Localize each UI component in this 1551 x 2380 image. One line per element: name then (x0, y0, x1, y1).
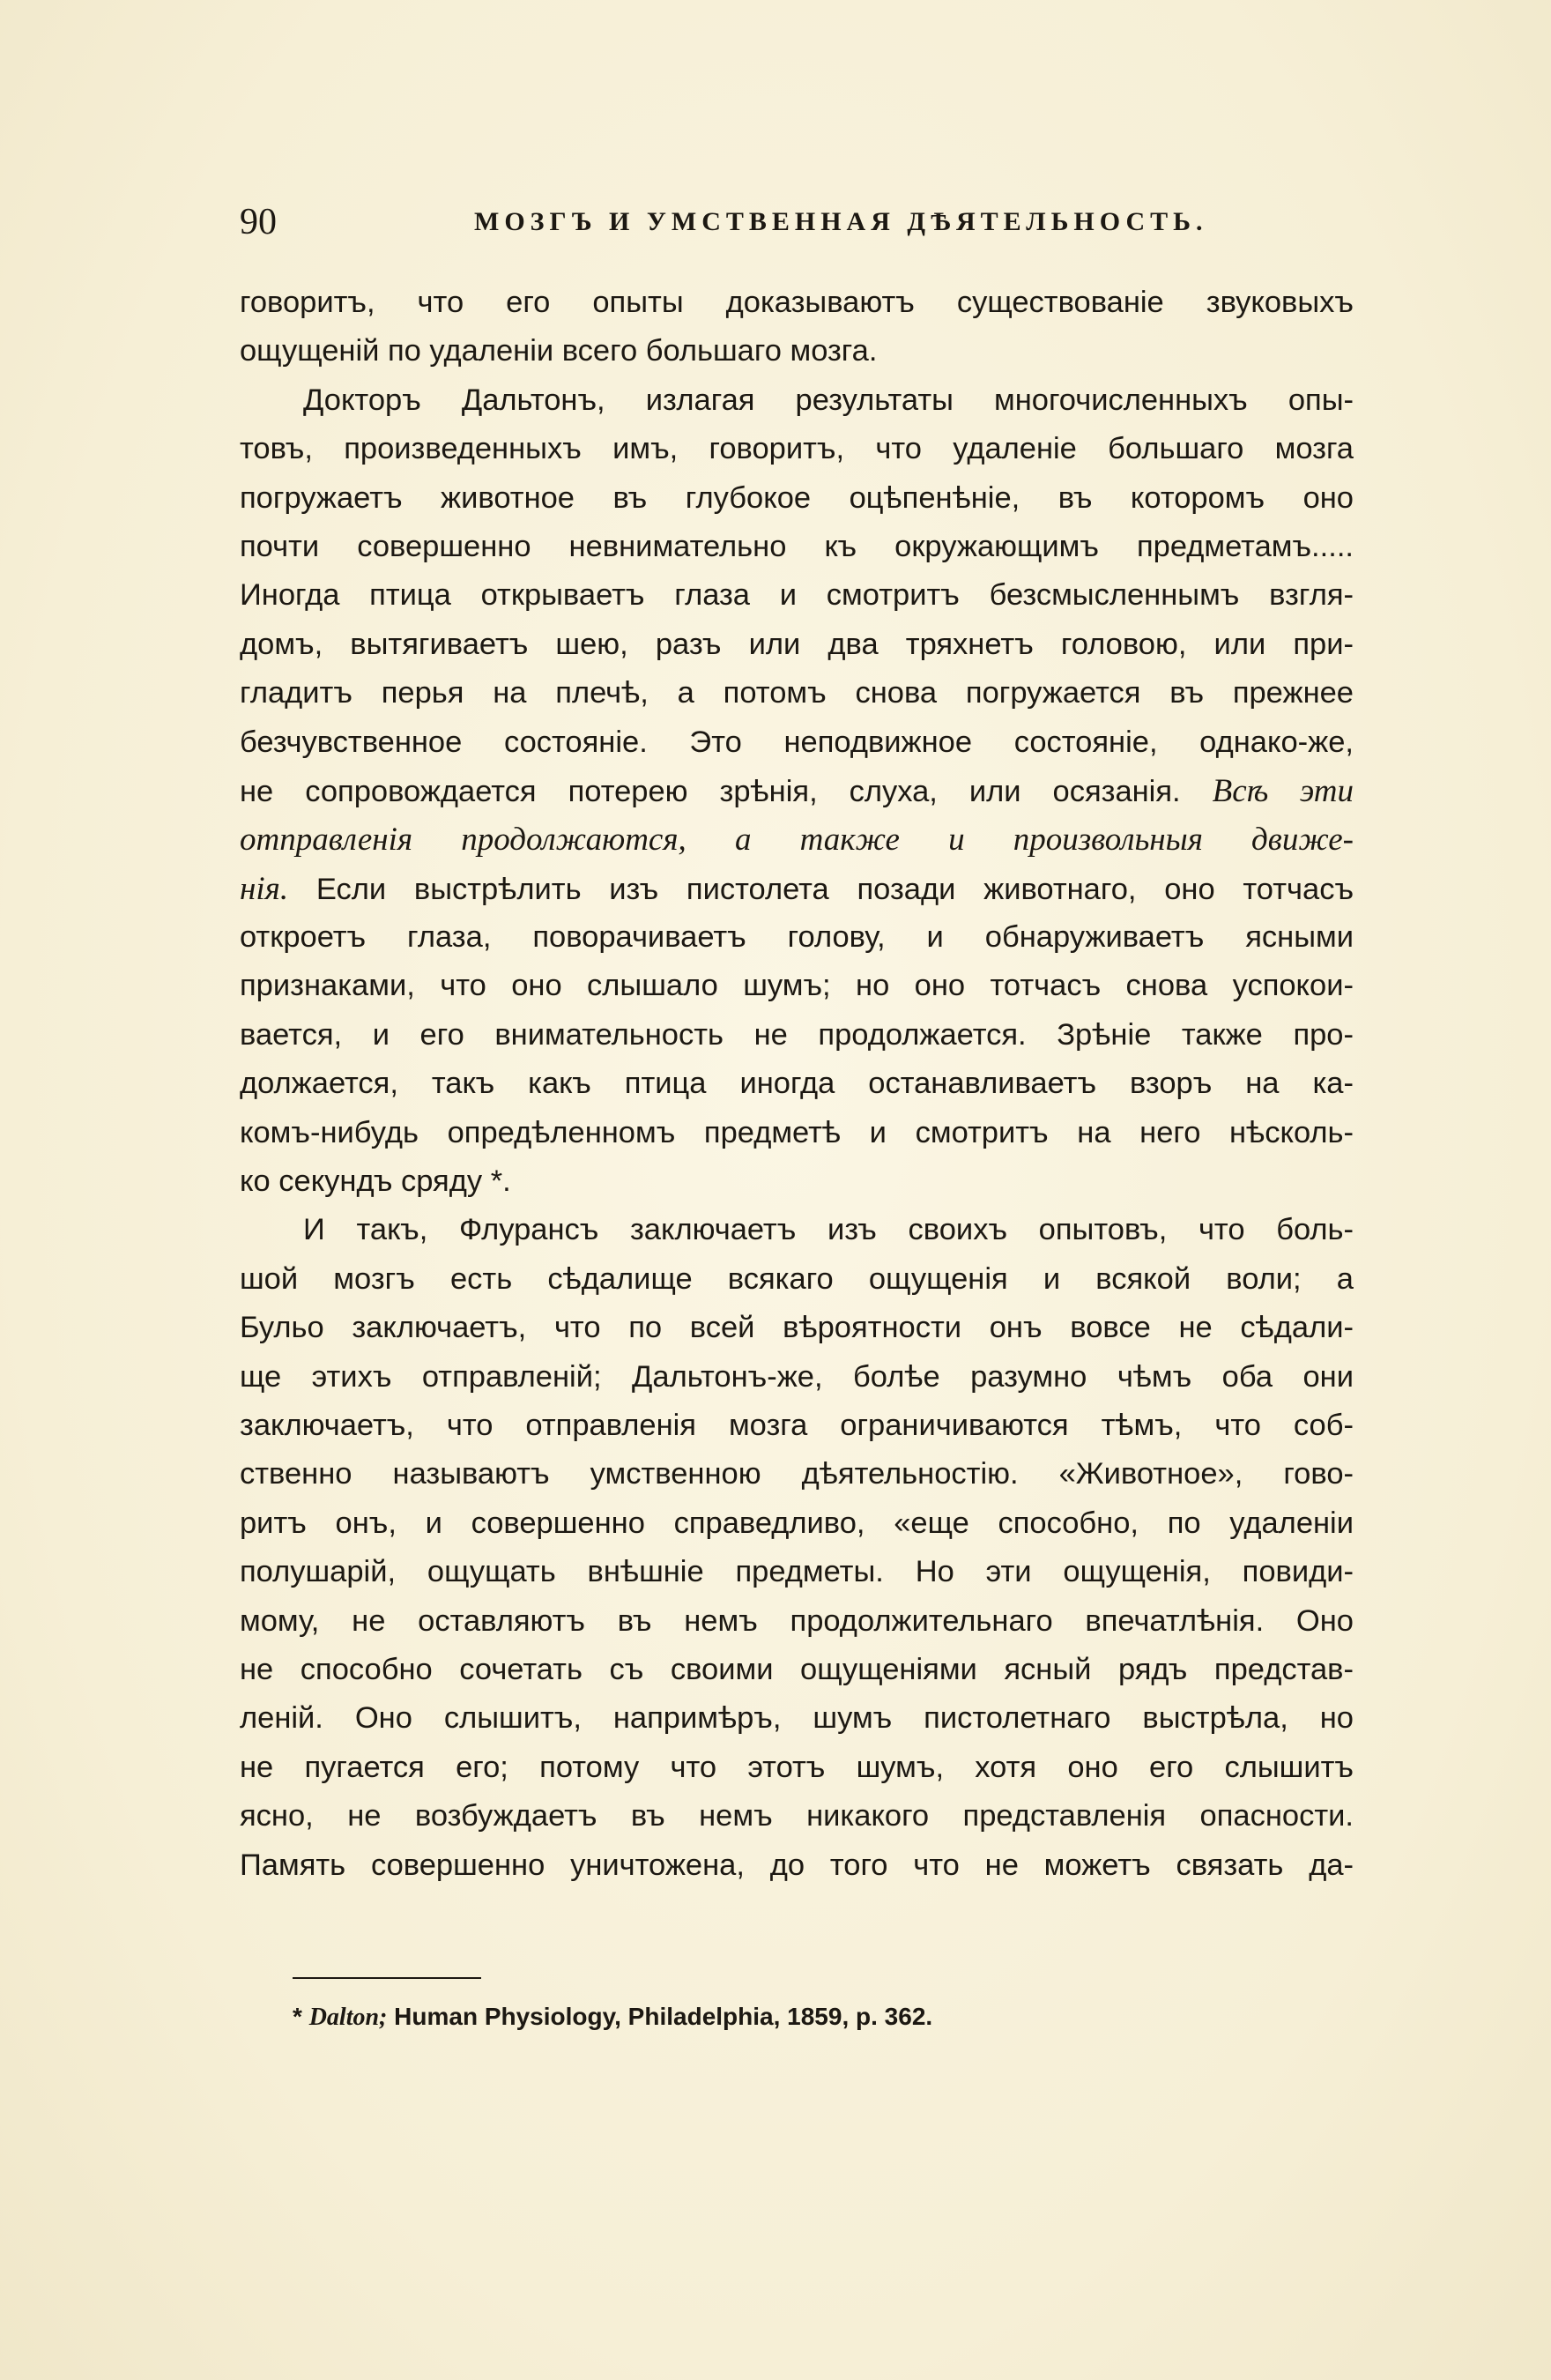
text-line: леній. Оно слышитъ, напримѣръ, шумъ пистолетнаго выстрѣла, но (240, 1701, 1354, 1736)
text-line: ственно называютъ умственною дѣятельностію. «Животное», гово- (240, 1457, 1354, 1491)
running-head: МОЗГЪ И УМСТВЕННАЯ ДѢЯТЕЛЬНОСТЬ. (474, 207, 1208, 236)
text-line: безчувственное состояніе. Это неподвижное состояніе, однако-же, (240, 725, 1354, 759)
text-line-mixed (240, 767, 1354, 815)
footnote-citation: Human Physiology, Philadelphia, 1859, p. 362. (394, 2003, 933, 2030)
text-line: Иногда птица открываетъ глаза и смотритъ безсмысленнымъ взгля- (240, 578, 1354, 613)
text-line: вается, и его внимательность не продолжается. Зрѣніе также про- (240, 1017, 1354, 1052)
text-line: погружаетъ животное въ глубокое оцѣпенѣніе, въ которомъ оно (240, 480, 1354, 515)
text-segment: Если выстрѣлить изъ пистолета позади животнаго, оно тотчасъ (315, 872, 1354, 906)
text-line: заключаетъ, что отправленія мозга ограничиваются тѣмъ, что соб- (240, 1408, 1354, 1442)
text-line: И такъ, Флурансъ заключаетъ изъ своихъ опытовъ, что боль- (303, 1213, 1354, 1247)
body-text (240, 279, 1354, 1890)
italic-segment: нія. (240, 870, 289, 907)
text-line: Память совершенно уничтожена, до того что не можетъ связать да- (240, 1848, 1354, 1882)
text-line-italic (240, 815, 1354, 864)
text-line-mixed (240, 865, 1354, 913)
text-line: должается, такъ какъ птица иногда останавливаетъ взоръ на ка- (240, 1067, 1354, 1101)
text-line: не пугается его; потому что этотъ шумъ, хотя оно его слышитъ (240, 1750, 1354, 1784)
text-line: комъ-нибудь опредѣленномъ предметѣ и смотритъ на него нѣсколь- (240, 1115, 1354, 1149)
footnote (293, 1999, 932, 2035)
text-line: почти совершенно невнимательно къ окружающимъ предметамъ..... (240, 529, 1354, 563)
text-line: Бульо заключаетъ, что по всей вѣроятности онъ вовсе не сѣдали- (240, 1311, 1354, 1345)
page-header (240, 196, 1368, 249)
footnote-author: Dalton; (308, 2004, 388, 2031)
text-line: шой мозгъ есть сѣдалище всякаго ощущенія и всякой воли; а (240, 1261, 1354, 1296)
italic-segment: Всѣ эти (1212, 772, 1354, 809)
text-line: ко секундъ сряду *. (240, 1164, 511, 1199)
text-line: говоритъ, что его опыты доказываютъ существованіе звуковыхъ (240, 286, 1354, 319)
text-line: товъ, произведенныхъ имъ, говоритъ, что удаленіе большаго мозга (240, 432, 1354, 466)
text-line: ощущеній по удаленіи всего большаго мозга. (240, 334, 878, 368)
text-line: ритъ онъ, и совершенно справедливо, «еще способно, по удаленіи (240, 1506, 1354, 1540)
text-line: ще этихъ отправленій; Дальтонъ-же, болѣе разумно чѣмъ оба они (240, 1359, 1354, 1394)
text-line: признаками, что оно слышало шумъ; но оно тотчасъ снова успокои- (240, 969, 1354, 1003)
text-line: гладитъ перья на плечѣ, а потомъ снова погружается въ прежнее (240, 676, 1354, 710)
text-line: мому, не оставляютъ въ немъ продолжительнаго впечатлѣнія. Оно (240, 1603, 1354, 1638)
text-segment: не сопровождается потерею зрѣнія, слуха, или осязанія. (240, 774, 1181, 808)
page-number: 90 (240, 202, 277, 242)
text-line: домъ, вытягиваетъ шею, разъ или два тряхнетъ головою, или при- (240, 627, 1354, 661)
text-line: не способно сочетать съ своими ощущеніями ясный рядъ представ- (240, 1652, 1354, 1686)
text-line: ясно, не возбуждаетъ въ немъ никакого представленія опасности. (240, 1799, 1354, 1833)
italic-segment: отправленія продолжаются, а также и произвольныя движе- (240, 822, 1354, 859)
footnote-marker: * (293, 2003, 302, 2030)
text-line: полушарій, ощущать внѣшніе предметы. Но эти ощущенія, повиди- (240, 1555, 1354, 1589)
text-line: откроетъ глаза, поворачиваетъ голову, и обнаруживаетъ ясными (240, 920, 1354, 955)
text-line: Докторъ Дальтонъ, излагая результаты многочисленныхъ опы- (303, 383, 1354, 417)
footnote-rule (293, 1977, 481, 1979)
